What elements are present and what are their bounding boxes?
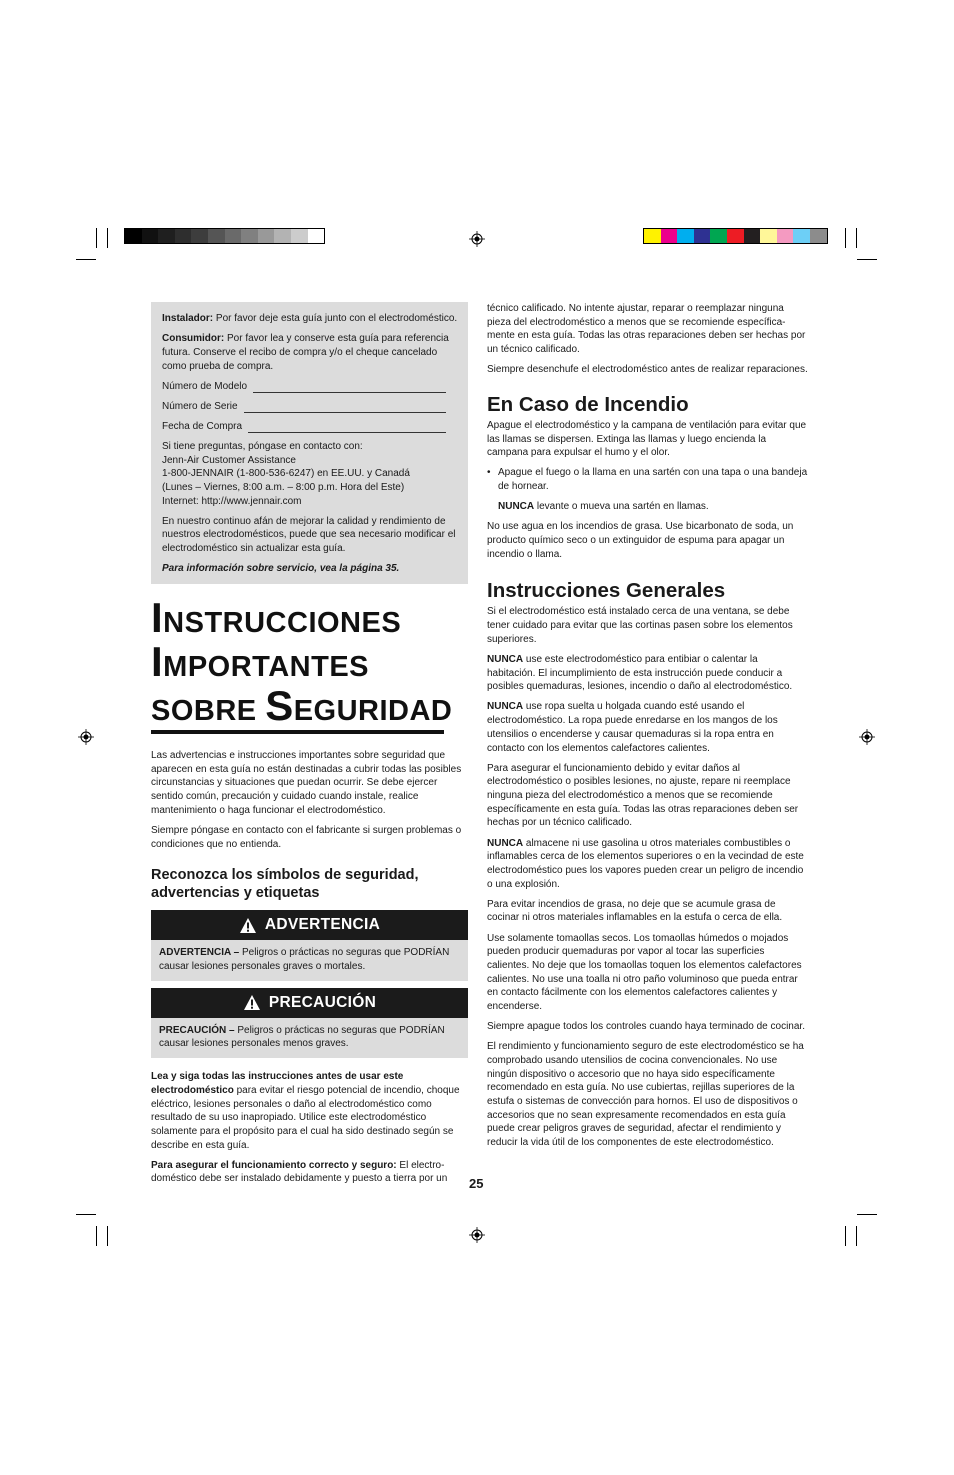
registration-mark-icon: [78, 729, 94, 745]
continued-paragraph: técnico calificado. No intente ajustar, reparar o reemplazar ninguna pieza del electrodoméstico a menos que se recomiende específica-mente en esta guía. Todas las otras reparaciones deben ser hechas por un técnico calificado.: [487, 303, 806, 356]
general-paragraph: Para asegurar el funcionamiento debido y evitar daños al electrodoméstico o posibles lesiones, no ajuste, repare ni reemplace ninguna pieza del electrodoméstico a menos que se recomiende específicamente en esta guía. Todas las otras reparaciones deben ser hechas por un técnico calificado.: [487, 762, 799, 829]
installer-note: Instalador: Por favor deje esta guía junto con el electrodoméstico.: [162, 313, 458, 324]
general-paragraph: NUNCA almacene ni use gasolina u otros materiales combustibles o inflamables cerca de los elementos superiores o en la vecindad de este electrodoméstico pues los vapores pueden crear un peligro de incendio o una explosión.: [487, 837, 804, 890]
warning-panel: [151, 910, 468, 980]
general-paragraph: Si el electrodoméstico está instalado cerca de una ventana, se debe tener cuidado para evitar que las cortinas pasen sobre los elementos superiores.: [487, 606, 793, 645]
warning-triangle-icon: [239, 917, 257, 934]
general-section-title: Instrucciones Generales: [487, 579, 726, 603]
color-swatch: [291, 229, 308, 243]
color-swatch: [744, 229, 761, 243]
service-note: Para información sobre servicio, vea la página 35.: [162, 563, 400, 575]
color-swatch: [727, 229, 744, 243]
unplug-paragraph: Siempre desenchufe el electrodoméstico antes de realizar reparaciones.: [487, 364, 808, 376]
info-box: [151, 302, 468, 584]
grayscale-bar: [124, 228, 325, 244]
intro-text: Las advertencias e instrucciones importantes sobre seguridad que aparecen en esta guía no están destinadas a cubrir todas las posibles circunstancias y situaciones que puedan ocurrir. Se debe ejercer sentido común, precaución y cuidado cuando instale, realice mantenimiento o haga funcionar el electrodoméstico. Siempre póngase en contacto con el fabricante si surgen problemas o condiciones que no entienda.: [151, 749, 462, 850]
model-number-field: Número de Modelo: [162, 380, 458, 394]
fire-paragraph: Apague el electrodoméstico y la campana de ventilación para evitar que las llamas se dispersen. Extinga las llamas y luego encienda la campana para expulsar el humo y el olor.: [487, 419, 807, 459]
color-swatch: [661, 229, 678, 243]
grease-fire-paragraph: No use agua en los incendios de grasa. Use bicarbonato de soda, un producto químico seco o un extinguidor de espuma para apagar un incendio o llama.: [487, 521, 794, 560]
fire-bullet: • Apague el fuego o la llama en una sartén con una tapa o una bandeja de hornear.: [487, 467, 808, 493]
serial-number-field: Número de Serie: [162, 400, 458, 414]
color-swatch: [810, 229, 827, 243]
color-swatch: [760, 229, 777, 243]
consumer-note: Consumidor: Por favor lea y conserve esta guía para referencia futura. Conserve el recibo de compra y/o el cheque cancelado como prueba de compra.: [162, 333, 449, 372]
general-paragraph: NUNCA use ropa suelta u holgada cuando esté usando el electrodoméstico. La ropa puede enredarse en los mangos de los utensilios o encenderse y causar quemaduras si la ropa entra en contacto con los elementos calefactores calientes.: [487, 701, 778, 754]
color-swatch: [225, 229, 242, 243]
improvement-note: En nuestro continuo afán de mejorar la calidad y rendimiento de nuestros electrodomésticos, puede que sea necesario modificar el electrodoméstico sin actualizar esta guía.: [162, 515, 456, 555]
warning-header: ADVERTENCIA: [151, 910, 468, 940]
color-swatch: [158, 229, 175, 243]
color-swatch: [191, 229, 208, 243]
title-divider: [151, 730, 444, 734]
color-swatch: [142, 229, 159, 243]
contact-info: Si tiene preguntas, póngase en contacto con: Jenn-Air Customer Assistance 1-800-JENNAIR (1-800-536-6247) en EE.UU. y Canadá (Lunes – Viernes, 8:00 a.m. – 8:00 p.m. Hora del Este) Internet: http://www.jennair.com: [162, 440, 410, 507]
warning-triangle-icon: [243, 994, 261, 1011]
registration-mark-icon: [469, 1227, 485, 1243]
general-paragraph: NUNCA use este electrodoméstico para entibiar o calentar la habitación. El incumplimiento de esta instrucción puede conducir a posibles quemaduras, lesiones, incendio o daño al electrodoméstico.: [487, 653, 793, 693]
proper-operation-paragraph: Para asegurar el funcionamiento correcto y seguro: El electro-doméstico debe ser instalado debidamente y puesto a tierra por un: [151, 1159, 448, 1185]
general-paragraph: El rendimiento y funcionamiento seguro de este electrodoméstico se ha comprobado usando utensilios de cocina convencionales. No use ningún dispositivo o accesorio que no haya sido específicamente recomendado en esta guía. No use cubiertas, rejillas superiores de la estufa o sistemas de convección para hornos. El uso de dispositivos o accesorios que no sean expresamente recomendados en esta guía puede crear peligros graves de seguridad, afectar el rendimiento y reducir la vida útil de los componentes de este electrodoméstico.: [487, 1041, 804, 1149]
caution-header: PRECAUCIÓN: [151, 988, 468, 1018]
caution-panel: [151, 988, 468, 1058]
general-paragraph: Use solamente tomaollas secos. Los tomaollas húmedos o mojados pueden producir quemaduras por vapor al tocar las superficies calientes. No deje que los tomaollas toquen los elementos calefactores calientes. No use una toalla ni otro paño voluminoso que pueda entrar en contacto fácilmente con los elementos calefactores calientes y encenderse.: [487, 932, 802, 1013]
color-swatch: [677, 229, 694, 243]
color-bar: [643, 228, 828, 244]
color-swatch: [710, 229, 727, 243]
color-swatch: [777, 229, 794, 243]
fire-nunca-note: NUNCA levante o mueva una sartén en llamas.: [498, 501, 709, 513]
fire-section-title: En Caso de Incendio: [487, 392, 689, 416]
safety-text: [151, 1070, 468, 1186]
color-swatch: [308, 229, 325, 243]
read-follow-paragraph: Lea y siga todas las instrucciones antes de usar este electrodoméstico para evitar el riesgo potencial de incendio, choque eléctrico, lesiones personales o daño al electrodoméstico como resultado de su uso inapropiado. Utilice este electrodoméstico solamente para el propósito para el cual ha sido destinado según se describe en esta guía.: [151, 1071, 460, 1151]
color-swatch: [241, 229, 258, 243]
page-number: 25: [469, 1176, 484, 1191]
page-title: INSTRUCCIONES IMPORTANTES SOBRE SEGURIDAD: [151, 593, 453, 729]
general-paragraph: Para evitar incendios de grasa, no deje que se acumule grasa de cocinar ni otros materiales inflamables en la estufa o cerca de ella.: [487, 898, 783, 924]
color-swatch: [793, 229, 810, 243]
registration-mark-icon: [469, 231, 485, 247]
color-swatch: [208, 229, 225, 243]
color-swatch: [644, 229, 661, 243]
right-column: [487, 302, 808, 1156]
caution-description: PRECAUCIÓN – Peligros o prácticas no seguras que PODRÍAN causar lesiones personales menos graves.: [151, 1018, 468, 1058]
color-swatch: [258, 229, 275, 243]
purchase-date-field: Fecha de Compra: [162, 420, 458, 434]
color-swatch: [274, 229, 291, 243]
warning-description: ADVERTENCIA – Peligros o prácticas no seguras que PODRÍAN causar lesiones personales graves o mortales.: [151, 940, 468, 980]
left-column: [151, 302, 468, 1193]
registration-mark-icon: [859, 729, 875, 745]
color-swatch: [175, 229, 192, 243]
general-paragraph: Siempre apague todos los controles cuando haya terminado de cocinar.: [487, 1021, 805, 1033]
symbols-heading: Reconozca los símbolos de seguridad, advertencias y etiquetas: [151, 867, 419, 901]
color-swatch: [694, 229, 711, 243]
color-swatch: [125, 229, 142, 243]
